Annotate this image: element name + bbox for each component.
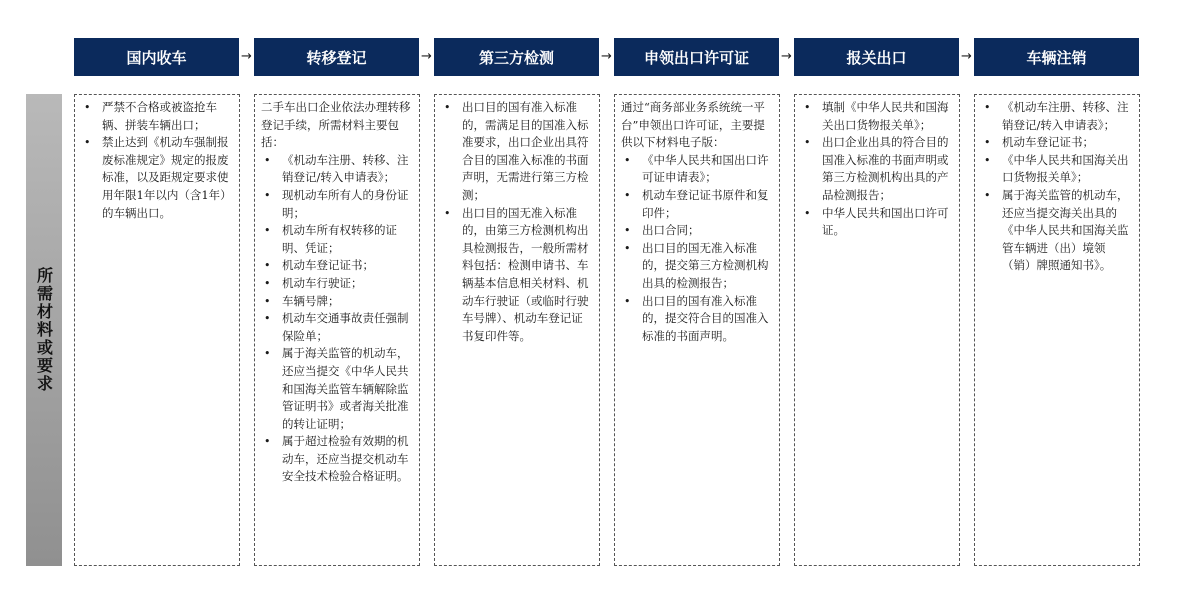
- list-item: • 禁止达到《机动车强制报废标准规定》规定的报废标准，以及距规定要求使用年限1年以内（含1年）的车辆出口。: [81, 134, 234, 222]
- requirements-column-6: [974, 94, 1140, 566]
- list-item: • 属于海关监管的机动车，还应当提交海关出具的《中华人民共和国海关监管车辆进（出）境领（销）牌照通知书》。: [981, 187, 1134, 275]
- list-item: • 中华人民共和国出口许可证。: [801, 205, 954, 240]
- step-header-1: 国内收车: [74, 38, 239, 76]
- list-item: • 出口合同；: [621, 222, 774, 240]
- list-item: • 机动车登记证书；: [981, 134, 1134, 152]
- list-item: • 《机动车注册、转移、注销登记/转入申请表》；: [261, 152, 414, 187]
- side-label-box: [26, 94, 62, 566]
- list-item: • 出口企业出具的符合目的国准入标准的书面声明或第三方检测机构出具的产品检测报告；: [801, 134, 954, 204]
- step-header-2: 转移登记: [254, 38, 419, 76]
- list-item: • 车辆号牌；: [261, 293, 414, 311]
- step-header-6: 车辆注销: [974, 38, 1139, 76]
- column-intro: 二手车出口企业依法办理转移登记手续，所需材料主要包括：: [261, 100, 411, 150]
- list-item: • 填制《中华人民共和国海关出口货物报关单》；: [801, 99, 954, 134]
- requirements-column-2: [254, 94, 420, 566]
- list-item: • 出口目的国有准入标准的，需满足目的国准入标准要求，出口企业出具符合目的国准入标准的书面声明，无需进行第三方检测；: [441, 99, 594, 205]
- list-item: • 出口目的国有准入标准的，提交符合目的国准入标准的书面声明。: [621, 293, 774, 346]
- side-label: 所需材料或要求: [34, 267, 54, 393]
- list-item: • 机动车行驶证；: [261, 275, 414, 293]
- list-item: • 出口目的国无准入标准的，由第三方检测机构出具检测报告，一般所需材料包括：检测申请书、车辆基本信息相关材料、机动车行驶证（或临时行驶车号牌）、机动车登记证书复印件等。: [441, 205, 594, 346]
- column-intro: 通过“商务部业务系统统一平台”申领出口许可证，主要提供以下材料电子版：: [621, 100, 765, 150]
- arrow-icon: →: [241, 49, 252, 64]
- list-item: • 机动车登记证书原件和复印件；: [621, 187, 774, 222]
- step-header-3: 第三方检测: [434, 38, 599, 76]
- list-item: • 属于海关监管的机动车，还应当提交《中华人民共和国海关监管车辆解除监管证明书》或者海关批准的转让证明；: [261, 345, 414, 433]
- list-item: • 《中华人民共和国海关出口货物报关单》；: [981, 152, 1134, 187]
- list-item: • 属于超过检验有效期的机动车，还应当提交机动车安全技术检验合格证明。: [261, 433, 414, 486]
- list-item: • 现机动车所有人的身份证明；: [261, 187, 414, 222]
- requirement-list: [441, 99, 594, 345]
- requirements-column-5: [794, 94, 960, 566]
- list-item: • 严禁不合格或被盗抢车辆、拼装车辆出口；: [81, 99, 234, 134]
- step-header-4: 申领出口许可证: [614, 38, 779, 76]
- requirements-column-1: [74, 94, 240, 566]
- arrow-icon: →: [421, 49, 432, 64]
- list-item: • 出口目的国无准入标准的，提交第三方检测机构出具的检测报告；: [621, 240, 774, 293]
- requirement-list: [801, 99, 954, 240]
- requirement-list: [621, 152, 774, 346]
- step-header-5: 报关出口: [794, 38, 959, 76]
- arrow-icon: →: [781, 49, 792, 64]
- requirement-list: [81, 99, 234, 222]
- requirement-list: [261, 152, 414, 486]
- requirements-column-3: [434, 94, 600, 566]
- list-item: • 机动车登记证书；: [261, 257, 414, 275]
- list-item: • 机动车交通事故责任强制保险单；: [261, 310, 414, 345]
- arrow-icon: →: [601, 49, 612, 64]
- list-item: • 机动车所有权转移的证明、凭证；: [261, 222, 414, 257]
- list-item: • 《中华人民共和国出口许可证申请表》；: [621, 152, 774, 187]
- requirement-list: [981, 99, 1134, 275]
- arrow-icon: →: [961, 49, 972, 64]
- requirements-column-4: [614, 94, 780, 566]
- list-item: • 《机动车注册、转移、注销登记/转入申请表》；: [981, 99, 1134, 134]
